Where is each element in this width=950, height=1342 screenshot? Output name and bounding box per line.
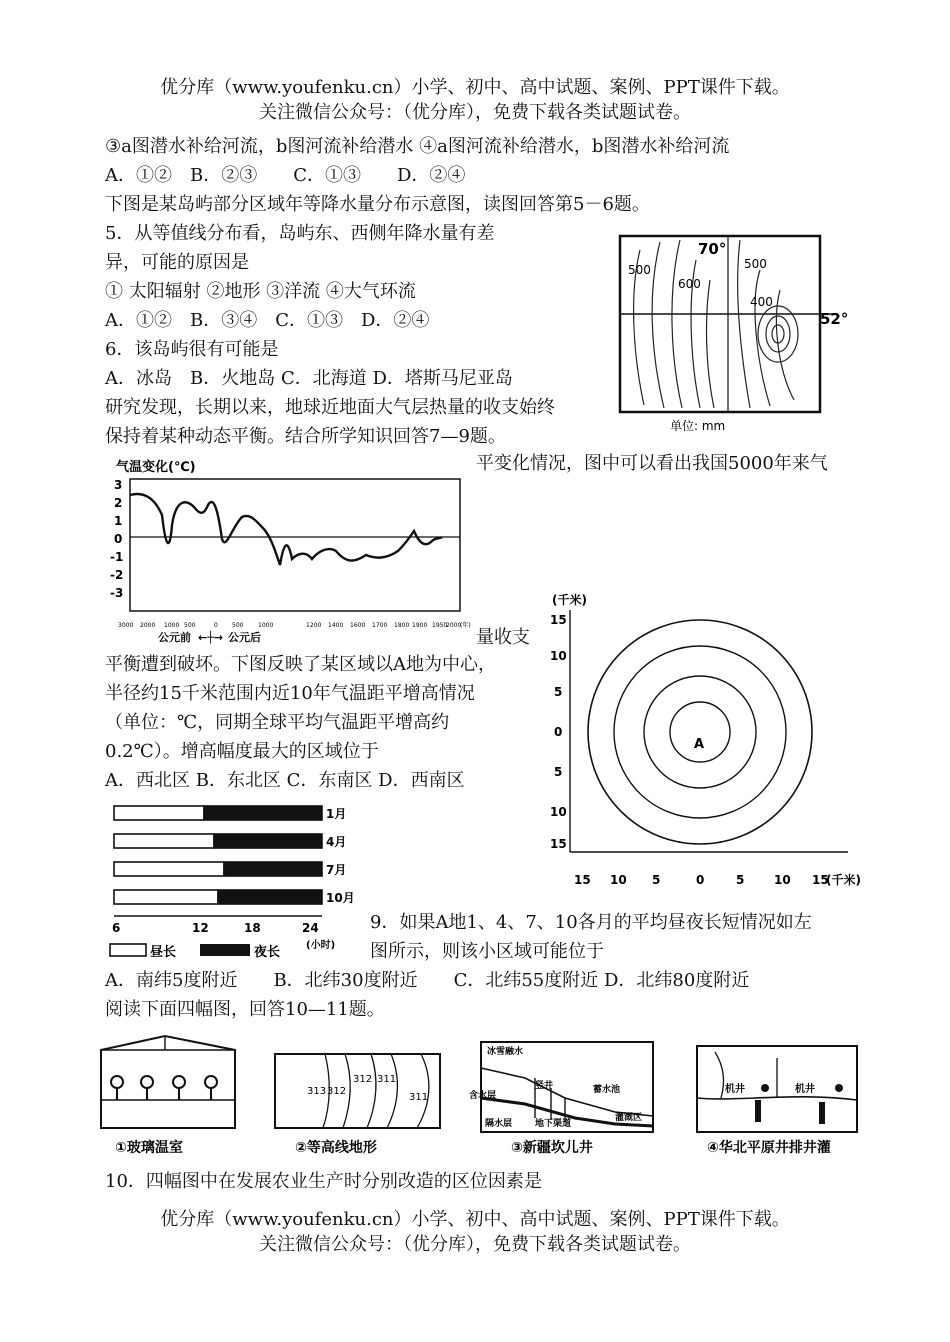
x-tick: 0: [214, 622, 218, 629]
isoline-label: 500: [744, 257, 767, 271]
x-tick: 6: [112, 921, 121, 935]
day-bar-jul: [114, 862, 224, 876]
option-line-3-4: ③a图潜水补给河流，b图河流补给潜水 ④a图河流补给潜水，b图潜水补给河流: [105, 136, 730, 157]
question-5-items: ① 太阳辐射 ②地形 ③洋流 ④大气环流: [105, 281, 416, 302]
temperature-anomaly-map: [548, 590, 878, 890]
header-line-1: 优分库（www.youfenku.cn）小学、初中、高中试题、案例、PPT课件下载。: [160, 77, 790, 98]
night-bar-oct: [218, 890, 322, 904]
y-tick: 2: [114, 496, 123, 510]
chart-title: 气温变化(℃): [116, 460, 196, 475]
latitude-52-label: 52°: [820, 310, 849, 328]
x-tick: 1900: [412, 622, 428, 629]
question-9: 9．如果A地1、4、7、10各月的平均昼夜长短情况如左: [370, 912, 812, 933]
isoline-label: 600: [678, 277, 701, 291]
era-bc: 公元前: [158, 631, 191, 644]
x-tick: 24: [302, 921, 319, 935]
question-6-options: A．冰岛 B．火地岛 C．北海道 D．塔斯马尼亚岛: [105, 368, 513, 389]
x-tick: 500: [232, 622, 244, 629]
x-unit: (千米): [826, 873, 861, 887]
x-tick: 1000: [164, 622, 180, 629]
x-tick: 3000: [118, 622, 134, 629]
x-tick: 15: [812, 873, 829, 887]
karez-label: 冰雪融水: [487, 1047, 524, 1057]
x-tick: 5: [736, 873, 745, 887]
question-9-cont: 图所示，则该小区域可能位于: [370, 941, 604, 962]
night-bar-apr: [214, 834, 322, 848]
four-panels-figure: [95, 1028, 865, 1158]
y-tick: 10: [550, 805, 567, 819]
panel-1-caption: ①玻璃温室: [115, 1140, 183, 1156]
question-8-fragment: 量收支: [476, 627, 530, 648]
isoline-label: 500: [628, 263, 651, 277]
x-tick: 1200: [306, 622, 322, 629]
question-5-options: A．①② B．③④ C．①③ D．②④: [105, 310, 430, 331]
answer-options: A．①② B．②③ C．①③ D．②④: [105, 165, 466, 186]
y-tick: -3: [110, 586, 124, 600]
intro-10-11: 阅读下面四幅图，回答10—11题。: [105, 999, 385, 1020]
x-tick: 5: [652, 873, 661, 887]
question-5: 5．从等值线分布看，岛屿东、西侧年降水量有差: [105, 223, 495, 244]
contour-label: 312: [327, 1086, 347, 1097]
karez-label: 灌溉区: [615, 1113, 643, 1123]
karez-label: 蓄水池: [593, 1085, 621, 1095]
svg-text:←┼→: ←┼→: [198, 631, 224, 644]
x-tick: 500: [184, 622, 196, 629]
x-tick: 1800: [394, 622, 410, 629]
y-tick: -1: [110, 550, 124, 564]
intro-7-9-a: 研究发现，长期以来，地球近地面大气层热量的收支始终: [105, 397, 555, 418]
question-9-options: A．南纬5度附近 B．北纬30度附近 C．北纬55度附近 D．北纬80度附近: [105, 970, 750, 991]
well-label: 机井: [795, 1084, 815, 1095]
contour-label: 311: [377, 1074, 397, 1085]
panel-4-caption: ④华北平原井排井灌: [707, 1140, 831, 1156]
night-bar-jan: [204, 806, 322, 820]
center-point-a: A: [694, 737, 705, 752]
y-unit: (千米): [552, 593, 587, 607]
y-tick: 1: [114, 514, 123, 528]
legend-night-swatch: [200, 944, 250, 956]
y-tick: -2: [110, 568, 124, 582]
legend-day-label: 昼长: [150, 945, 177, 960]
question-6: 6．该岛屿很有可能是: [105, 339, 279, 360]
y-tick: 0: [114, 532, 123, 546]
x-tick: 15: [574, 873, 591, 887]
month-label: 4月: [326, 835, 347, 849]
y-tick: 5: [554, 765, 563, 779]
question-8-c: （单位：℃，同期全球平均气温距平增高约: [105, 712, 450, 733]
y-tick: 3: [114, 478, 123, 492]
question-7-fragment: 平变化情况，图中可以看出我国5000年来气: [476, 453, 828, 474]
map-unit: 单位: mm: [670, 419, 726, 433]
panel-karez: [469, 1042, 653, 1156]
x-tick: 10: [610, 873, 627, 887]
x-unit: (小时): [306, 940, 336, 951]
x-tick: 10: [774, 873, 791, 887]
month-label: 10月: [326, 891, 355, 905]
footer-line-2: 关注微信公众号：（优分库），免费下载各类试题试卷。: [259, 1234, 691, 1255]
header-line-2: 关注微信公众号：（优分库），免费下载各类试题试卷。: [259, 102, 691, 123]
y-tick: 15: [550, 837, 567, 851]
x-tick: 1400: [328, 622, 344, 629]
x-tick: 2000: [140, 622, 156, 629]
question-8-d: 0.2℃）。增高幅度最大的区域位于: [105, 741, 379, 762]
karez-label: 隔水层: [485, 1119, 513, 1129]
intro-5-6: 下图是某岛屿部分区域年等降水量分布示意图，读图回答第5－6题。: [105, 194, 650, 215]
panel-2-caption: ②等高线地形: [295, 1140, 377, 1156]
panel-greenhouse: [101, 1036, 235, 1156]
question-5-cont: 异，可能的原因是: [105, 252, 249, 273]
legend-night-label: 夜长: [254, 945, 281, 960]
isoline-label: 400: [750, 295, 773, 309]
panel-3-caption: ③新疆坎儿井: [511, 1140, 593, 1156]
x-tick: 1700: [372, 622, 388, 629]
y-tick: 5: [554, 685, 563, 699]
panel-well: [697, 1046, 857, 1156]
day-bar-oct: [114, 890, 218, 904]
contour-label: 311: [409, 1092, 429, 1103]
day-night-chart: [108, 800, 358, 965]
y-tick: 10: [550, 649, 567, 663]
y-tick: 15: [550, 613, 567, 627]
x-tick: 1950: [432, 622, 448, 629]
karez-label: 竖井: [535, 1081, 554, 1091]
legend-day-swatch: [110, 944, 146, 956]
x-tick: 12: [192, 921, 209, 935]
night-bar-jul: [224, 862, 322, 876]
x-tick: 0: [696, 873, 705, 887]
x-tick: 18: [244, 921, 261, 935]
month-label: 7月: [326, 863, 347, 877]
contour-label: 313: [307, 1086, 327, 1097]
well-label: 机井: [725, 1084, 745, 1095]
karez-label: 含水层: [469, 1091, 497, 1101]
question-10: 10．四幅图中在发展农业生产时分别改造的区位因素是: [105, 1171, 542, 1192]
question-8-options: A．西北区 B．东北区 C．东南区 D．西南区: [105, 770, 465, 791]
era-ad: 公元后: [228, 631, 261, 644]
y-tick: 0: [554, 725, 563, 739]
x-unit: (年): [460, 622, 471, 629]
x-tick: 2000: [446, 622, 462, 629]
x-tick: 1600: [350, 622, 366, 629]
footer-line-1: 优分库（www.youfenku.cn）小学、初中、高中试题、案例、PPT课件下载。: [160, 1209, 790, 1230]
month-label: 1月: [326, 807, 347, 821]
question-8-a: 平衡遭到破坏。下图反映了某区域以A地为中心，: [105, 654, 496, 675]
contour-label: 312: [353, 1074, 373, 1085]
x-tick: 1000: [258, 622, 274, 629]
question-8-b: 半径约15千米范围内近10年气温距平增高情况: [105, 683, 475, 704]
latitude-70-label: 70°: [698, 240, 727, 258]
panel-contour: [275, 1054, 440, 1156]
day-bar-apr: [114, 834, 214, 848]
karez-label: 地下渠道: [535, 1119, 572, 1129]
temperature-chart: [110, 455, 472, 645]
intro-7-9-b: 保持着某种动态平衡。结合所学知识回答7—9题。: [105, 426, 506, 447]
precipitation-map: [610, 230, 860, 440]
day-bar-jan: [114, 806, 204, 820]
